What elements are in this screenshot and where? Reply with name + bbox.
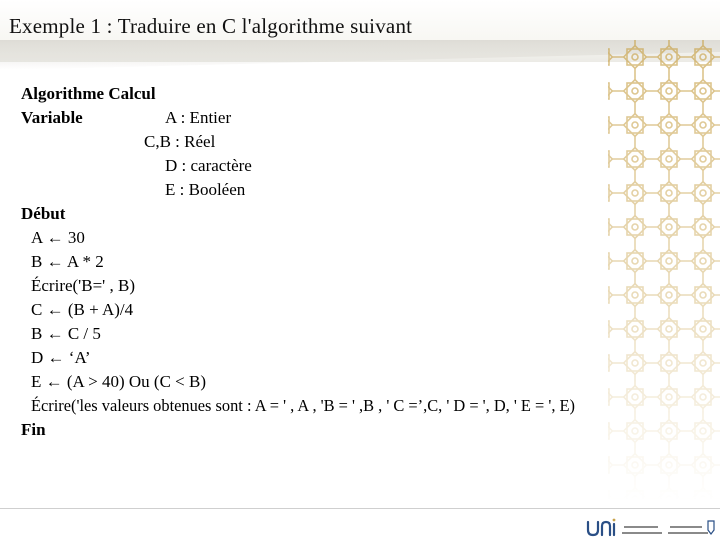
statement-line: B ← C / 5 (31, 324, 101, 343)
university-logo-icon (584, 518, 716, 540)
var-declaration: A : Entier (165, 108, 232, 127)
moroccan-ornament-icon (584, 40, 720, 500)
algorithm-header: Algorithme Calcul (21, 84, 156, 103)
variable-keyword: Variable (21, 108, 83, 127)
statement-line: C ← (B + A)/4 (31, 300, 134, 319)
var-declaration: C,B : Réel (144, 132, 216, 151)
statement-line: A ← 30 (31, 228, 85, 247)
end-keyword: Fin (21, 420, 46, 439)
statement-line: Écrire('les valeurs obtenues sont : A = ' , A , 'B = ' ,B , ' C =’,C, ' D = ', D, ' E = ', E) (31, 396, 575, 415)
statement-line: E ← (A > 40) Ou (C < B) (31, 372, 206, 391)
slide-title: Exemple 1 : Traduire en C l'algorithme suivant (9, 14, 413, 38)
var-declaration: E : Booléen (165, 180, 246, 199)
statement-line: B ← A * 2 (31, 252, 104, 271)
statement-line: Écrire('B=' , B) (31, 276, 135, 295)
var-declaration: D : caractère (165, 156, 252, 175)
statement-line: D ← ‘A’ (31, 348, 91, 367)
begin-keyword: Début (21, 204, 66, 223)
footer-divider (0, 508, 720, 509)
